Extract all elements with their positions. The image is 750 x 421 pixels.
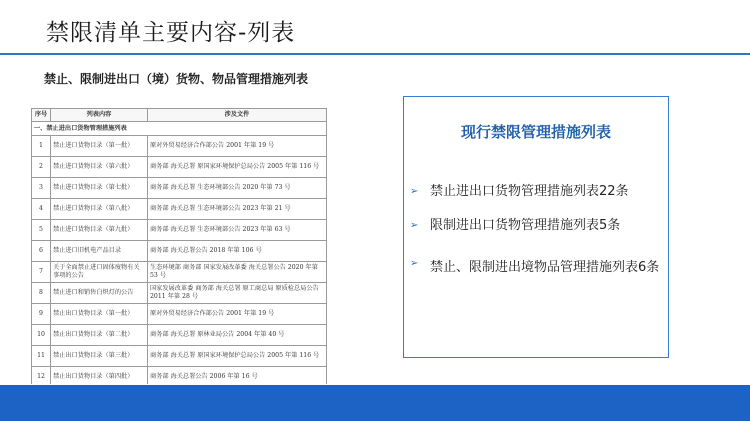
summary-panel — [403, 96, 669, 358]
table-row — [32, 304, 327, 325]
table-row — [32, 241, 327, 262]
table-cell-files: 商务部 海关总署 生态环境部公告 2023 年第 63 号 — [148, 220, 327, 241]
list-item — [410, 181, 660, 202]
table-cell-files: 生态环境部 商务部 国家发展改革委 海关总署公告 2020 年第 53 号 — [148, 262, 327, 283]
table-cell-no: 7 — [32, 262, 51, 283]
table-cell-name: 关于全面禁止进口固体废物有关事项的公告 — [51, 262, 148, 283]
list-item — [410, 257, 662, 278]
table-cell-files: 商务部 海关总署 生态环境部公告 2020 年第 73 号 — [148, 178, 327, 199]
column-header: 列表内容 — [51, 109, 148, 122]
table-cell-no: 8 — [32, 283, 51, 304]
list-item — [410, 215, 660, 236]
arrow-right-icon: ➢ — [410, 220, 419, 231]
table-cell-files: 原对外贸易经济合作部公告 2001 年第 19 号 — [148, 304, 327, 325]
section-label: 一、禁止进出口货物管理措施列表 — [32, 122, 327, 136]
table-cell-files: 商务部 海关总署公告 2006 年第 16 号 — [148, 367, 327, 385]
table-cell-no: 6 — [32, 241, 51, 262]
table-header-row — [32, 109, 327, 122]
table-cell-name: 禁止进口货物目录（第一批） — [51, 136, 148, 157]
table-cell-no: 3 — [32, 178, 51, 199]
column-header: 涉及文件 — [148, 109, 327, 122]
table-cell-name: 禁止进口货物目录（第八批） — [51, 199, 148, 220]
footer-bar — [0, 385, 750, 421]
table-cell-files: 国家发展改革委 商务部 海关总署 原工商总局 原质检总局公告 2011 年第 28 号 — [148, 283, 327, 304]
table-cell-name: 禁止出口货物目录（第一批） — [51, 304, 148, 325]
table-cell-name: 禁止出口货物目录（第三批） — [51, 346, 148, 367]
table-cell-name: 禁止进口货物目录（第七批） — [51, 178, 148, 199]
table-cell-no: 10 — [32, 325, 51, 346]
list-item-text: 禁止进出口货物管理措施列表22条 — [430, 184, 629, 199]
table-row — [32, 220, 327, 241]
table-row — [32, 199, 327, 220]
table-cell-no: 11 — [32, 346, 51, 367]
table-row — [32, 157, 327, 178]
table-row — [32, 283, 327, 304]
slide-title: 禁限清单主要内容-列表 — [46, 20, 296, 46]
table-row — [32, 262, 327, 283]
table-cell-files: 商务部 海关总署公告 2018 年第 106 号 — [148, 241, 327, 262]
arrow-right-icon: ➢ — [410, 186, 419, 197]
table-cell-files: 原对外贸易经济合作部公告 2001 年第 19 号 — [148, 136, 327, 157]
table-cell-name: 禁止进口货物目录（第九批） — [51, 220, 148, 241]
table-cell-files: 商务部 海关总署 原林业局公告 2004 年第 40 号 — [148, 325, 327, 346]
document-table-image — [31, 108, 327, 384]
table-section-row — [32, 122, 327, 136]
list-item-text: 限制进出口货物管理措施列表5条 — [430, 218, 621, 233]
table-cell-no: 5 — [32, 220, 51, 241]
table-cell-name: 禁止进口货物目录（第六批） — [51, 157, 148, 178]
measures-table — [31, 108, 327, 384]
table-cell-no: 1 — [32, 136, 51, 157]
table-row — [32, 136, 327, 157]
list-item-text: 禁止、限制进出境物品管理措施列表6条 — [430, 260, 660, 275]
column-header: 序号 — [32, 109, 51, 122]
panel-title: 现行禁限管理措施列表 — [460, 123, 611, 141]
arrow-right-icon: ➢ — [410, 258, 419, 269]
table-cell-name: 禁止出口货物目录（第四批） — [51, 367, 148, 385]
title-divider — [0, 53, 750, 55]
table-cell-no: 12 — [32, 367, 51, 385]
table-row — [32, 325, 327, 346]
table-cell-files: 商务部 海关总署 原国家环境保护总局公告 2005 年第 116 号 — [148, 157, 327, 178]
document-heading: 禁止、限制进出口（境）货物、物品管理措施列表 — [44, 72, 309, 86]
table-row — [32, 178, 327, 199]
table-cell-name: 禁止出口货物目录（第二批） — [51, 325, 148, 346]
table-cell-no: 9 — [32, 304, 51, 325]
table-cell-name: 禁止进口旧机电产品目录 — [51, 241, 148, 262]
table-cell-no: 4 — [32, 199, 51, 220]
table-row — [32, 367, 327, 385]
table-cell-name: 禁止进口和销售白炽灯的公告 — [51, 283, 148, 304]
table-cell-files: 商务部 海关总署 原国家环境保护总局公告 2005 年第 116 号 — [148, 346, 327, 367]
table-cell-no: 2 — [32, 157, 51, 178]
table-cell-files: 商务部 海关总署 生态环境部公告 2023 年第 21 号 — [148, 199, 327, 220]
table-row — [32, 346, 327, 367]
